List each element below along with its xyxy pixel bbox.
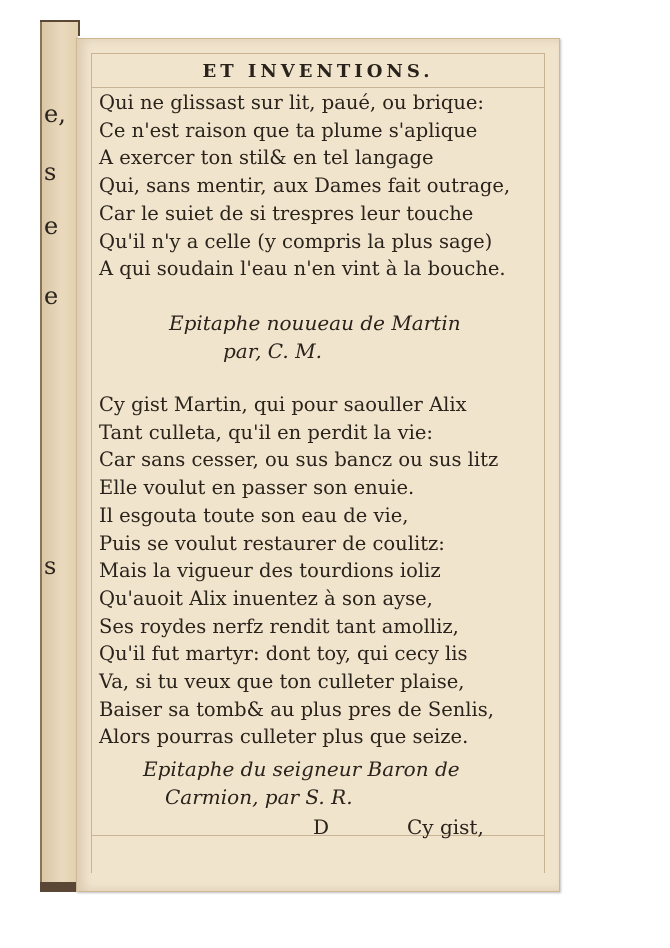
verse-line: Qu'auoit Alix inuentez à son ayse, — [99, 586, 433, 610]
previous-page-edge — [40, 22, 78, 890]
verse-line: Puis se voulut restaurer de coulitz: — [99, 531, 445, 555]
verse-line: Alors pourras culleter plus que seize. — [99, 725, 469, 749]
verse-line: Qui, sans mentir, aux Dames fait outrage, — [99, 174, 511, 198]
signature-mark: D — [313, 815, 330, 839]
epitaph-byline: par, C. M. — [223, 339, 322, 363]
previous-page-fragment: e — [44, 282, 59, 310]
epitaph-title: Epitaphe du seigneur Baron de — [143, 757, 460, 781]
book-page — [76, 38, 560, 892]
verse-line: Ses roydes nerfz rendit tant amolliz, — [99, 614, 459, 638]
frame-rule-top — [91, 53, 545, 54]
previous-page-fragment: s — [44, 158, 57, 186]
verse-line: Car le suiet de si trespres leur touche — [99, 201, 474, 225]
frame-rule-right — [544, 53, 545, 873]
running-head: ET INVENTIONS. — [202, 61, 434, 82]
verse-line: Elle voulut en passer son enuie. — [99, 476, 415, 500]
previous-page-fragment: e, — [44, 100, 66, 128]
verse-line: A qui soudain l'eau n'en vint à la bouche. — [99, 257, 506, 281]
verse-line: Baiser sa tomb& au plus pres de Senlis, — [99, 697, 494, 721]
verse-line: Va, si tu veux que ton culleter plaise, — [99, 670, 465, 694]
epitaph-byline: Carmion, par S. R. — [165, 785, 353, 809]
verse-line: Tant culleta, qu'il en perdit la vie: — [99, 420, 433, 444]
frame-rule-left — [91, 53, 92, 873]
frame-rule-head — [91, 87, 545, 88]
verse-line: A exercer ton stil& en tel langage — [99, 146, 434, 170]
verse-line: Ce n'est raison que ta plume s'aplique — [99, 118, 478, 142]
previous-page-fragment: s — [44, 552, 57, 580]
stanza-1 — [99, 89, 510, 283]
verse-line: Mais la vigueur des tourdions ioliz — [99, 559, 441, 583]
verse-line: Qu'il n'y a celle (y compris la plus sage) — [99, 229, 493, 253]
verse-line: Il esgouta toute son eau de vie, — [99, 503, 409, 527]
verse-line: Car sans cesser, ou sus bancz ou sus litz — [99, 448, 499, 472]
previous-page-fragment: e — [44, 212, 59, 240]
verse-line: Qu'il fut martyr: dont toy, qui cecy lis — [99, 642, 468, 666]
catchword: Cy gist, — [407, 815, 484, 839]
epitaph-title: Epitaphe nouueau de Martin — [169, 311, 461, 335]
stanza-2 — [99, 391, 498, 751]
book-binding-bottom — [40, 882, 80, 892]
verse-line: Cy gist Martin, qui pour saouller Alix — [99, 393, 467, 416]
verse-line: Qui ne glissast sur lit, paué, ou brique: — [99, 91, 485, 114]
